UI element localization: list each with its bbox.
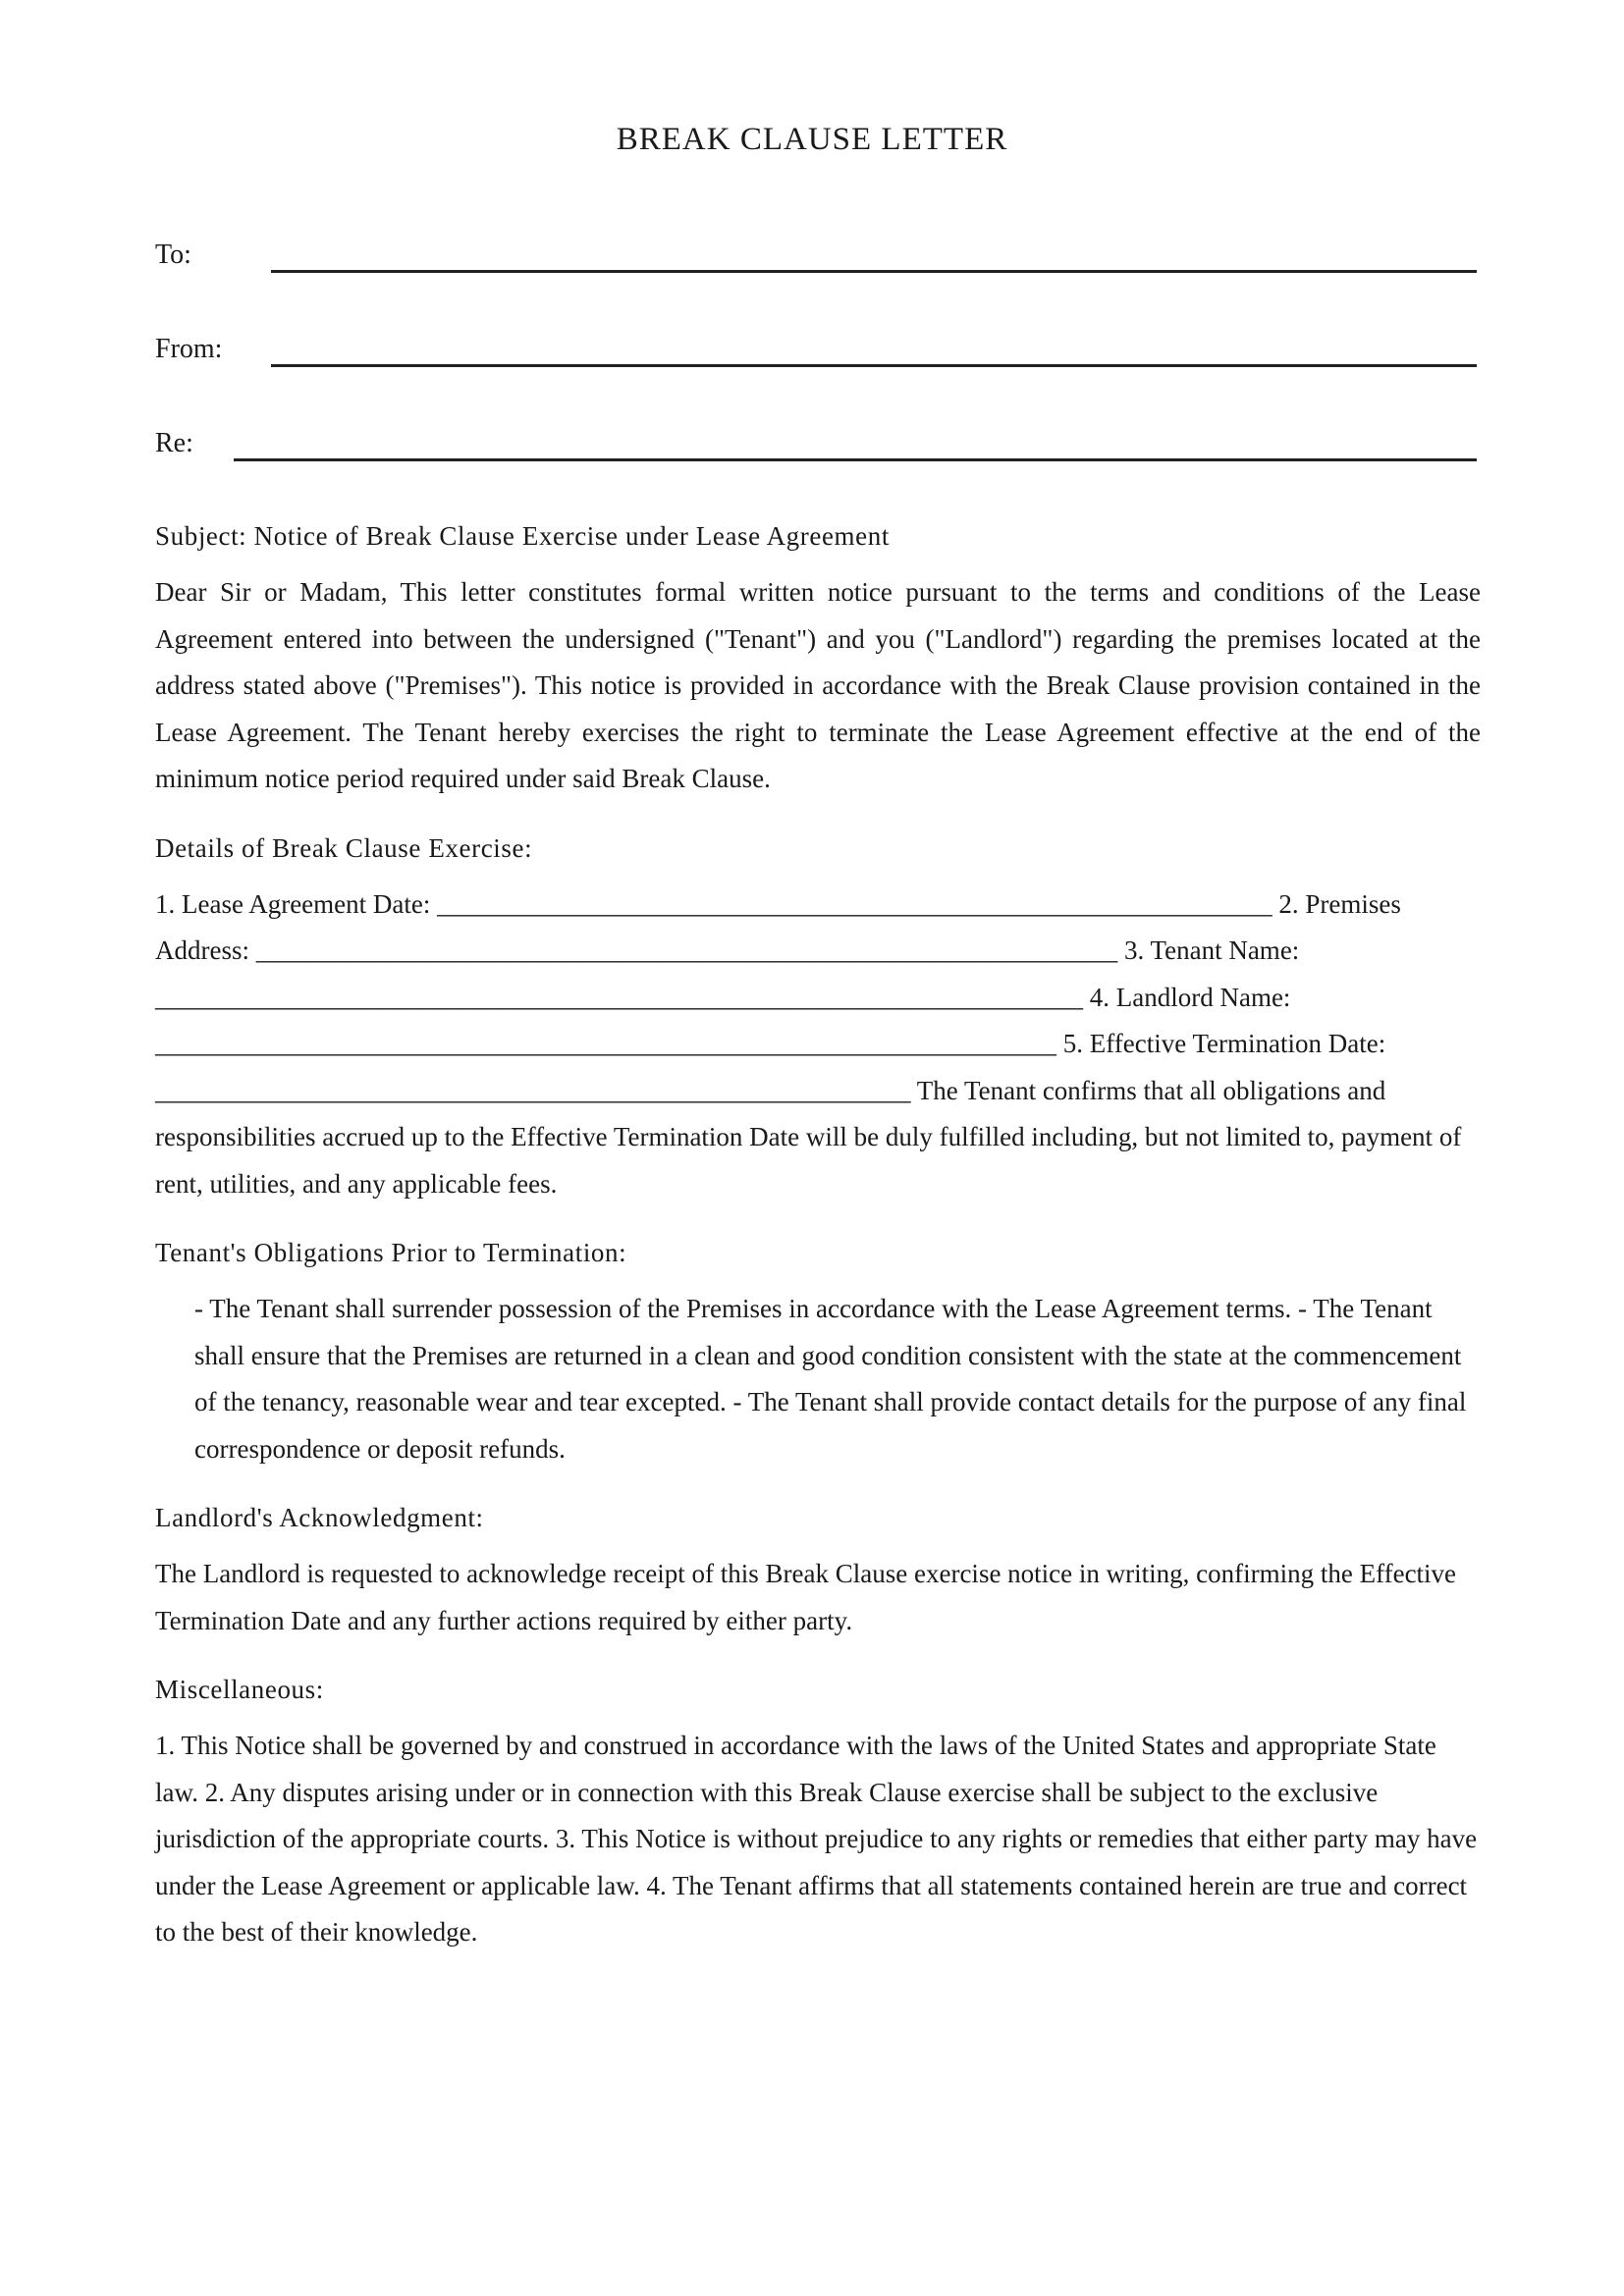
details-heading: Details of Break Clause Exercise: (155, 832, 533, 863)
obligations-paragraph: - The Tenant shall surrender possession of the Premises in accordance with the Lease Agreement terms. - The Tenant shall ensure that the Premises are returned in a clean and good condition consistent with the state at the commencement of the tenancy, reasonable wear and tear excepted. - The Tenant shall provide contact details for the purpose of any final correspondence or deposit refunds. (194, 1294, 1467, 1464)
re-blank-line[interactable] (234, 458, 1477, 461)
intro-paragraph: Dear Sir or Madam, This letter constitutes formal written notice pursuant to the terms and conditions of the Lease Agreement entered into between the undersigned ("Tenant") and you ("Landlord") regarding the premises located at the address stated above ("Premises"). This notice is provided in accordance with the Break Clause provision contained in the Lease Agreement. The Tenant hereby exercises the right to terminate the Lease Agreement effective at the end of the minimum notice period required under said Break Clause. (155, 577, 1481, 793)
obligations-heading: Tenant's Obligations Prior to Termination: (155, 1238, 627, 1267)
acknowledgment-heading: Landlord's Acknowledgment: (155, 1503, 484, 1532)
document-title: BREAK CLAUSE LETTER (616, 122, 1008, 157)
to-label: To: (155, 240, 191, 270)
misc-paragraph: 1. This Notice shall be governed by and construed in accordance with the laws of the United States and appropriate State law. 2. Any disputes arising under or in connection with this Break Clause exercise shall be subject to the exclusive jurisdiction of the appropriate courts. 3. This Notice is without prejudice to any rights or remedies that either party may have under the Lease Agreement or applicable law. 4. The Tenant affirms that all statements contained herein are true and correct to the best of their knowledge. (155, 1731, 1478, 1947)
misc-heading: Miscellaneous: (155, 1675, 324, 1704)
to-blank-line[interactable] (271, 270, 1477, 273)
from-label: From: (155, 334, 223, 364)
subject-line: Subject: Notice of Break Clause Exercise under Lease Agreement (155, 521, 890, 551)
details-paragraph: 1. Lease Agreement Date: _______________________________________________________________ 2. Premises Address: _________________________________________________________________ 3. Tenant Name: ______________________________________________________________________ 4. Landlord Name: ____________________________________________________________________ 5. Effective Termination Date: _________________________________________________________ The Tenant confirms that all obligations and responsibilities accrued up to the Effective Termination Date will be duly fulfilled including, but not limited to, payment of rent, utilities, and any applicable fees. (155, 888, 1462, 1199)
from-field (155, 328, 1477, 367)
re-label: Re: (155, 428, 193, 458)
to-field (155, 234, 1477, 273)
acknowledgment-paragraph: The Landlord is requested to acknowledge receipt of this Break Clause exercise notice in writing, confirming the Effective Termination Date and any further actions required by either party. (155, 1559, 1457, 1635)
re-field (155, 422, 1477, 461)
letter-body (155, 516, 1481, 1956)
from-blank-line[interactable] (271, 364, 1477, 367)
